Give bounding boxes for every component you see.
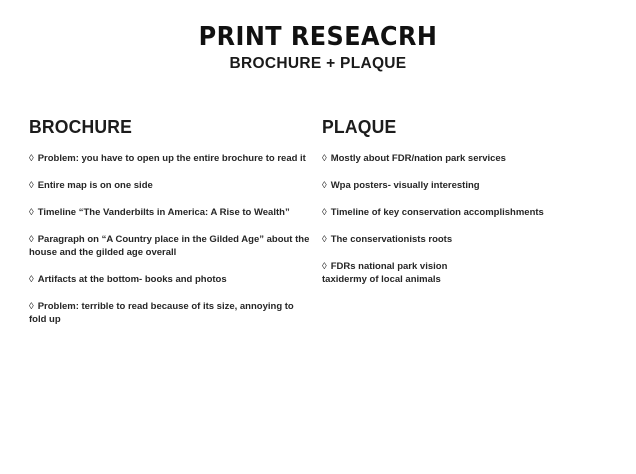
list-item	[29, 206, 311, 219]
diamond-bullet-icon: ◊	[322, 153, 327, 164]
list-item	[322, 152, 612, 165]
list-item-text: Paragraph on “A Country place in the Gilded Age” about the house and the gilded age overall	[29, 234, 310, 258]
diamond-bullet-icon: ◊	[322, 180, 327, 191]
list-item	[29, 233, 311, 259]
list-item-text: Wpa posters- visually interesting	[330, 180, 480, 191]
list-item-text: Problem: terrible to read because of its size, annoying to fold up	[29, 301, 294, 325]
list-item-text: Artifacts at the bottom- books and photos	[37, 274, 227, 285]
list-item	[29, 300, 311, 326]
diamond-bullet-icon: ◊	[29, 153, 34, 164]
brochure-list	[29, 152, 311, 326]
list-item	[29, 152, 311, 165]
brochure-column	[29, 116, 311, 340]
list-item-text: Mostly about FDR/nation park services	[330, 153, 506, 164]
plaque-list	[322, 152, 612, 286]
list-item-text: Entire map is on one side	[37, 180, 153, 191]
list-item-text: Timeline of key conservation accomplishments	[330, 207, 544, 218]
diamond-bullet-icon: ◊	[29, 301, 34, 312]
plaque-heading: PLAQUE	[322, 116, 397, 137]
slide-title: PRINT RESEACRH	[198, 22, 438, 52]
list-item-text: Problem: you have to open up the entire brochure to read it	[37, 153, 306, 164]
list-item	[322, 206, 612, 219]
diamond-bullet-icon: ◊	[322, 261, 327, 272]
list-item-text: FDRs national park vision taxidermy of local animals	[322, 261, 448, 285]
list-item-text: Timeline “The Vanderbilts in America: A Rise to Wealth”	[37, 207, 290, 218]
diamond-bullet-icon: ◊	[322, 234, 327, 245]
list-item	[29, 179, 311, 192]
plaque-column	[322, 116, 612, 300]
list-item	[322, 260, 612, 286]
diamond-bullet-icon: ◊	[29, 274, 34, 285]
diamond-bullet-icon: ◊	[29, 207, 34, 218]
list-item	[29, 273, 311, 286]
list-item	[322, 233, 612, 246]
list-item	[322, 179, 612, 192]
diamond-bullet-icon: ◊	[29, 234, 34, 245]
list-item-text: The conservationists roots	[330, 234, 453, 245]
diamond-bullet-icon: ◊	[322, 207, 327, 218]
brochure-heading: BROCHURE	[29, 116, 133, 137]
diamond-bullet-icon: ◊	[29, 180, 34, 191]
slide-subtitle: BROCHURE + PLAQUE	[229, 55, 407, 72]
